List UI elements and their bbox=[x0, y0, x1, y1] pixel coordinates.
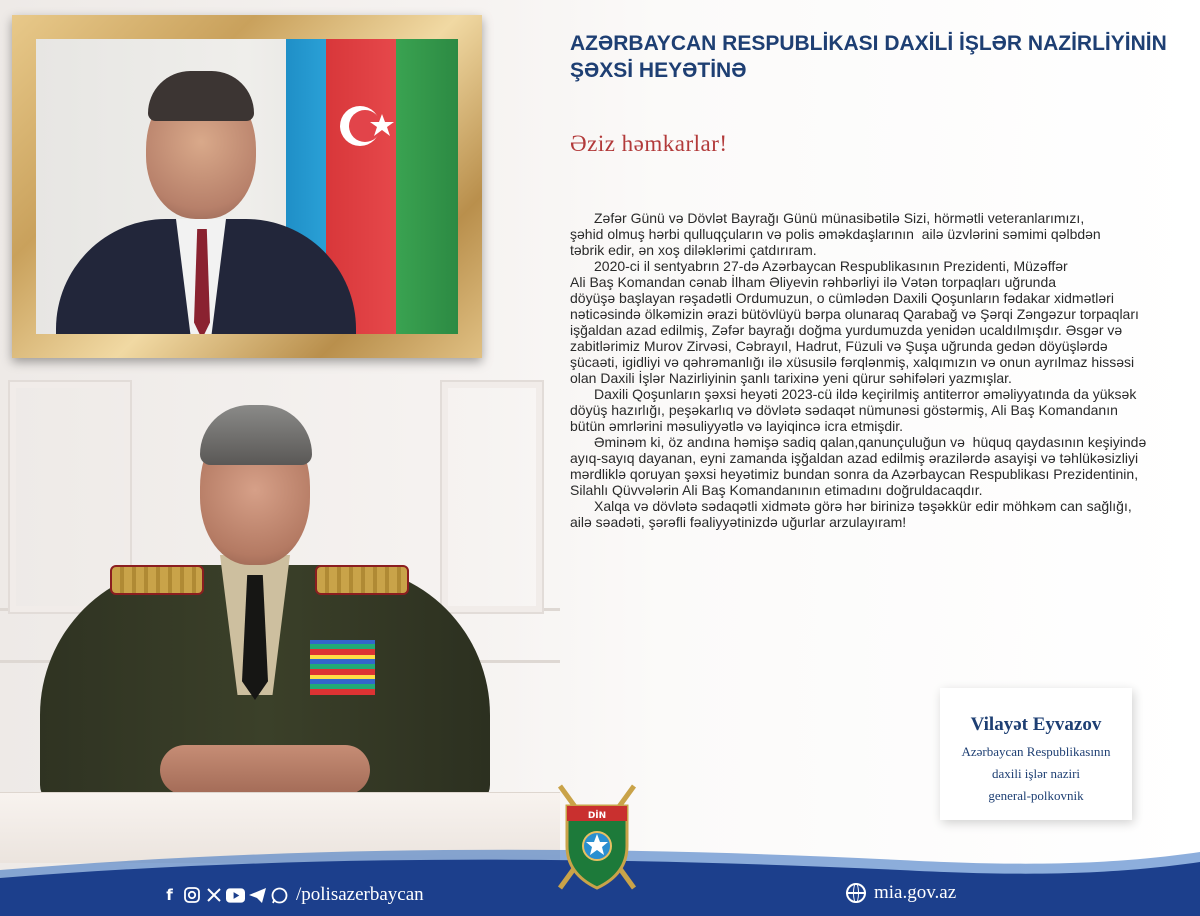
signatory-title-line: daxili işlər naziri bbox=[991, 766, 1081, 781]
body-line: nəticəsində ölkəmizin ərazi bütövlüyü bərpa olunaraq Qarabağ və Şərqi Zəngəzur torpaqları bbox=[570, 306, 1139, 322]
body-line: olan Daxili İşlər Nazirliyinin şanlı tarixinə yeni qürur səhifələri yazmışlar. bbox=[570, 370, 1012, 386]
telegram-icon[interactable] bbox=[248, 886, 267, 905]
body-line: şəhid olmuş hərbi qulluqçuların və polis əməkdaşlarının ailə üzvlərini səmimi qəlbdən bbox=[570, 226, 1101, 242]
body-line: mərdliklə qoruyan şəxsi heyətimiz bundan sonra da Azərbaycan Respublikası Prezidentinin, bbox=[570, 466, 1139, 482]
facebook-icon[interactable]: f bbox=[166, 886, 173, 904]
website-url[interactable]: mia.gov.az bbox=[874, 882, 957, 903]
framed-portrait bbox=[12, 15, 482, 358]
body-line: döyüşə başlayan rəşadətli Ordumuzun, o cümlədən Daxili Qoşunların fədakar xidmətləri bbox=[570, 290, 1114, 306]
body-line: Xalqa və dövlətə sədaqətli xidmətə görə hər birinizə təşəkkür edir möhkəm can sağlığı, bbox=[594, 498, 1132, 514]
instagram-icon[interactable] bbox=[182, 886, 201, 905]
body-line: ayıq-sayıq dayanan, eyni zamanda işğaldan azad edilmiş ərazilərdə asayişi və təhlükəsizliyi bbox=[570, 450, 1139, 466]
portrait-photo bbox=[36, 39, 458, 334]
emblem-label: DİN bbox=[587, 811, 607, 821]
youtube-icon[interactable] bbox=[226, 886, 245, 905]
body-line: Ali Baş Komandan cənab İlham Əliyevin rəhbərliyi ilə Vətən torpaqları uğrunda bbox=[570, 274, 1057, 290]
minister-photo bbox=[30, 405, 500, 805]
signature-card bbox=[940, 688, 1132, 820]
signatory-title-line: Azərbaycan Respublikasının bbox=[961, 744, 1111, 759]
whatsapp-icon[interactable] bbox=[270, 886, 289, 905]
body-line: ailə səadəti, şərəfli fəaliyyətinizdə uğurlar arzulayıram! bbox=[570, 514, 907, 530]
page-title bbox=[570, 30, 1190, 84]
medal-ribbons bbox=[310, 640, 375, 695]
signatory-rank: general-polkovnik bbox=[988, 788, 1084, 803]
letter-body bbox=[570, 210, 1190, 530]
greeting: Əziz həmkarlar! bbox=[570, 131, 728, 156]
title-line-1: AZƏRBAYCAN RESPUBLİKASI DAXİLİ İŞLƏR NAZİRLİYİNİN bbox=[570, 32, 1167, 55]
body-line: Daxili Qoşunların şəxsi heyəti 2023-cü ildə keçirilmiş antiterror əməliyyatında da yüksək bbox=[594, 386, 1137, 402]
body-line: Silahlı Qüvvələrin Ali Baş Komandanının etimadını doğruldacaqdır. bbox=[570, 482, 983, 498]
globe-icon bbox=[846, 883, 866, 903]
social-handle[interactable]: /polisazerbaycan bbox=[296, 884, 424, 905]
crescent-star-icon bbox=[334, 94, 398, 158]
body-line: bütün əmrlərini məsuliyyətlə və layiqincə icra etmişdir. bbox=[570, 418, 904, 434]
epaulette bbox=[110, 565, 204, 595]
body-line: şücaəti, igidliyi və qəhrəmanlığı ilə xüsusilə fərqlənmiş, xalqımızın və onun ayrılmaz hissəsi bbox=[570, 354, 1135, 370]
body-line: Əminəm ki, öz andına həmişə sadiq qalan,qanunçuluğun və hüquq qaydasının keşiyində bbox=[594, 434, 1147, 450]
body-line: döyüş hazırlığı, peşəkarlıq və dövlətə sədaqət nümunəsi göstərmiş, Ali Baş Komandanın bbox=[570, 402, 1118, 418]
ministry-emblem-icon bbox=[552, 776, 642, 896]
title-line-2: ŞƏXSİ HEYƏTİNƏ bbox=[570, 59, 747, 82]
website-link[interactable] bbox=[846, 882, 956, 904]
x-icon[interactable] bbox=[204, 886, 223, 905]
hands bbox=[160, 745, 370, 795]
social-links bbox=[160, 882, 424, 908]
signatory-name: Vilayət Eyvazov bbox=[970, 714, 1102, 735]
body-line: Zəfər Günü və Dövlət Bayrağı Günü münasibətilə Sizi, hörmətli veteranlarımızı, bbox=[594, 210, 1085, 226]
epaulette bbox=[315, 565, 409, 595]
body-line: işğaldan azad edilmiş, Zəfər bayrağı doğma yurdumuzda yenidən ucaldılmışdır. Əsgər və bbox=[570, 322, 1123, 338]
body-line: 2020-ci il sentyabrın 27-də Azərbaycan Respublikasının Prezidenti, Müzəffər bbox=[594, 258, 1068, 274]
body-line: zabitlərimiz Murov Zirvəsi, Cəbrayıl, Hadrut, Füzuli və Şuşa uğrunda gedən döyüşlərdə bbox=[570, 338, 1108, 354]
body-line: təbrik edir, ən xoş diləklərimi çatdırıram. bbox=[570, 242, 817, 258]
